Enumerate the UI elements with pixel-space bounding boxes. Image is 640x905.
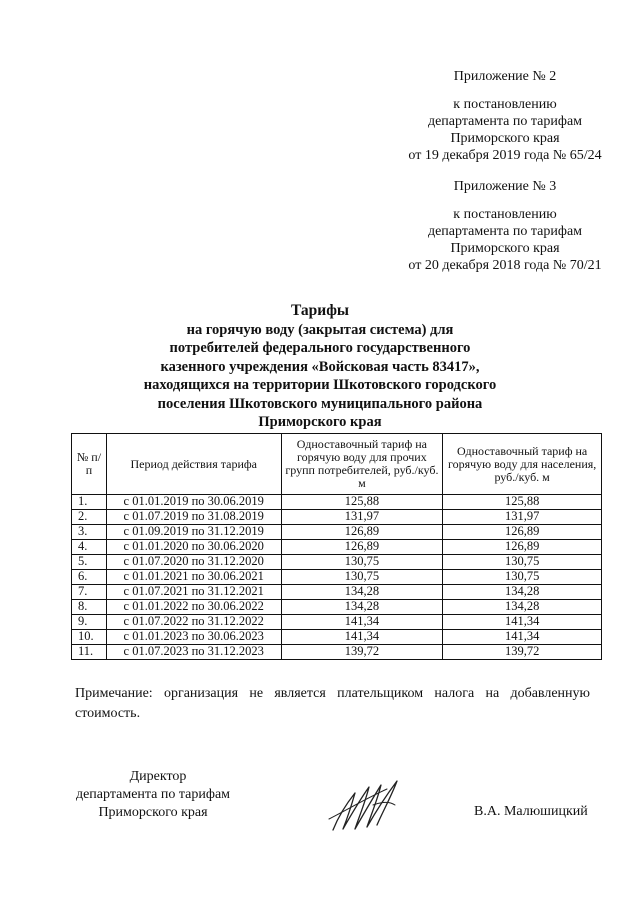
signatory-position	[58, 768, 248, 822]
row-number: 5.	[72, 555, 107, 570]
appendix-3-line: Приморского края	[450, 241, 560, 256]
title-line: Приморского края	[258, 414, 382, 430]
tariff-table	[71, 433, 602, 660]
signatory-name: В.А. Малюшицкий	[474, 804, 588, 819]
row-tariff-other: 141,34	[281, 615, 443, 630]
document-title	[100, 302, 540, 432]
row-tariff-population: 126,89	[443, 525, 602, 540]
row-tariff-other: 134,28	[281, 585, 443, 600]
table-row	[72, 555, 602, 570]
row-tariff-population: 139,72	[443, 645, 602, 660]
row-tariff-population: 125,88	[443, 495, 602, 510]
table-row	[72, 600, 602, 615]
row-period: с 01.01.2020 по 30.06.2020	[106, 540, 281, 555]
row-tariff-population: 130,75	[443, 555, 602, 570]
row-tariff-other: 125,88	[281, 495, 443, 510]
row-number: 4.	[72, 540, 107, 555]
table-row	[72, 585, 602, 600]
row-number: 10.	[72, 630, 107, 645]
row-tariff-population: 141,34	[443, 630, 602, 645]
table-row	[72, 645, 602, 660]
header-tariff-other: Одноставочный тариф на горячую воду для прочих групп потребителей, руб./куб. м	[281, 434, 443, 495]
row-period: с 01.07.2023 по 31.12.2023	[106, 645, 281, 660]
table-body	[72, 495, 602, 660]
appendix-2-line: к постановлению	[453, 97, 557, 112]
row-number: 1.	[72, 495, 107, 510]
appendix-2-line: Приморского края	[450, 131, 560, 146]
row-tariff-other: 126,89	[281, 540, 443, 555]
position-line: Директор	[129, 769, 187, 784]
handwritten-signature	[325, 775, 415, 835]
row-tariff-population: 130,75	[443, 570, 602, 585]
row-period: с 01.01.2019 по 30.06.2019	[106, 495, 281, 510]
appendix-2-number: Приложение № 2	[453, 69, 557, 84]
appendix-2-line: департамента по тарифам	[427, 114, 583, 129]
table-row	[72, 525, 602, 540]
row-period: с 01.07.2019 по 31.08.2019	[106, 510, 281, 525]
row-tariff-other: 130,75	[281, 555, 443, 570]
note-text: Примечание: организация не является плательщиком налога на добавленную стоимость.	[75, 686, 590, 721]
row-tariff-other: 139,72	[281, 645, 443, 660]
row-tariff-other: 131,97	[281, 510, 443, 525]
row-period: с 01.01.2023 по 30.06.2023	[106, 630, 281, 645]
row-number: 2.	[72, 510, 107, 525]
header-period: Период действия тарифа	[106, 434, 281, 495]
row-tariff-other: 126,89	[281, 525, 443, 540]
row-period: с 01.01.2022 по 30.06.2022	[106, 600, 281, 615]
position-line: Приморского края	[98, 805, 208, 820]
row-tariff-population: 126,89	[443, 540, 602, 555]
title-line: казенного учреждения «Войсковая часть 83417»,	[160, 358, 480, 375]
appendix-3-line: к постановлению	[453, 207, 557, 222]
table-row	[72, 495, 602, 510]
title-line: поселения Шкотовского муниципального района	[157, 395, 483, 412]
row-number: 6.	[72, 570, 107, 585]
row-tariff-population: 134,28	[443, 585, 602, 600]
appendix-3-number: Приложение № 3	[453, 179, 557, 194]
row-period: с 01.07.2021 по 31.12.2021	[106, 585, 281, 600]
title-line: на горячую воду (закрытая система) для	[186, 321, 454, 338]
appendix-2-line: от 19 декабря 2019 года № 65/24	[408, 148, 602, 163]
row-period: с 01.09.2019 по 31.12.2019	[106, 525, 281, 540]
row-tariff-other: 134,28	[281, 600, 443, 615]
position-line: департамента по тарифам	[75, 787, 231, 802]
table-row	[72, 510, 602, 525]
table-header-row	[72, 434, 602, 495]
table-row	[72, 540, 602, 555]
row-tariff-population: 141,34	[443, 615, 602, 630]
table-row	[72, 630, 602, 645]
row-period: с 01.07.2022 по 31.12.2022	[106, 615, 281, 630]
row-tariff-other: 141,34	[281, 630, 443, 645]
appendix-3-header	[380, 178, 630, 274]
header-tariff-population: Одноставочный тариф на горячую воду для населения, руб./куб. м	[443, 434, 602, 495]
row-number: 9.	[72, 615, 107, 630]
appendix-3-line: департамента по тарифам	[427, 224, 583, 239]
row-tariff-other: 130,75	[281, 570, 443, 585]
row-number: 8.	[72, 600, 107, 615]
row-number: 7.	[72, 585, 107, 600]
title-main: Тарифы	[290, 302, 350, 319]
appendix-3-line: от 20 декабря 2018 года № 70/21	[408, 258, 602, 273]
row-number: 11.	[72, 645, 107, 660]
title-line: потребителей федерального государственного	[169, 340, 471, 356]
row-tariff-population: 131,97	[443, 510, 602, 525]
title-line: находящихся на территории Шкотовского городского	[143, 377, 497, 393]
header-num: № п/п	[72, 434, 107, 495]
table-row	[72, 615, 602, 630]
row-number: 3.	[72, 525, 107, 540]
row-period: с 01.07.2020 по 31.12.2020	[106, 555, 281, 570]
row-tariff-population: 134,28	[443, 600, 602, 615]
appendix-2-header	[380, 68, 630, 164]
table-row	[72, 570, 602, 585]
row-period: с 01.01.2021 по 30.06.2021	[106, 570, 281, 585]
